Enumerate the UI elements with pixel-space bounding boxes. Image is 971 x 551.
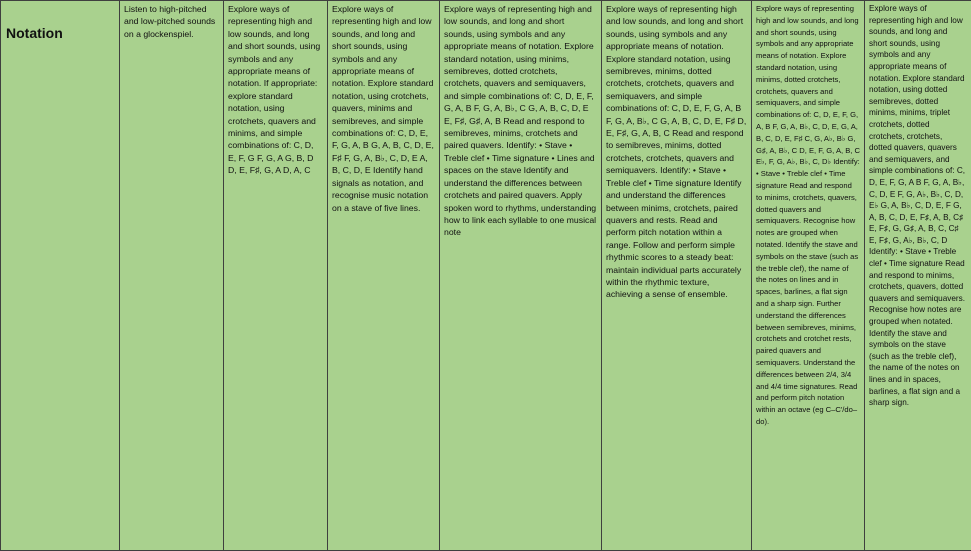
cell-year-5: Explore ways of representing high and low sounds, and long and short sounds, using symbols and any appropriate means of notation. Explore standard notation, using semibreves, minims, dotted crotchets, crotchets, quavers and semiquavers, and simple combinations of: C, D, E, F, G, A, B F, G, A, B♭, C G, A, B, C, D, E, F♯ D, E, F♯, G, A, B, C Read and respond to semibreves, minims, dotted crotchets, crotchets, quavers and semiquavers. Identify: • Stave • Treble clef • Time signature Identify and understand the differences between minims, crotchets, paired quavers and rests. Read and perform pitch notation within a range. Follow and perform simple rhythmic scores to a steady beat: maintain individual parts accurately within the rhythmic texture, achieving a sense of ensemble.: [602, 1, 752, 551]
cell-year-1: Listen to high-pitched and low-pitched sounds on a glockenspiel.: [120, 1, 224, 551]
cell-year-7: Explore ways of representing high and low sounds, and long and short sounds, using symbols and any appropriate means of notation. Explore standard notation, using dotted semibreves, dotted minims, minims, triplet crotchets, dotted crotchets, crotchets, dotted quavers, quavers and semiquavers, and simple combinations of: C, D, E, F, G, A B F, G, A, B♭, C, D, E F, G, A♭, B♭, C, D, E♭ G, A, B♭, C, D, E, F G, A, B, C, D, E, F♯, A, B, C♯ E, F♯, G, G♯, A, B, C, C♯ E, F♯, G, A♭, B♭, C, D Identify: • Stave • Treble clef • Time signature Read and respond to minims, crotchets, quavers, dotted quavers and semiquavers. Recognise how notes are grouped when notated. Identify the stave and symbols on the stave (such as the treble clef), the name of the notes on lines and in spaces, barlines, a flat sign and a sharp sign.: [865, 1, 971, 551]
row-heading: Notation: [1, 1, 120, 551]
cell-year-6: Explore ways of representing high and low sounds, and long and short sounds, using symbols and any appropriate means of notation. Explore standard notation, using minims, dotted crotchets, crotchets, quavers and semiquavers, and simple combinations of: C, D, E, F, G, A, B F, G, A, B♭, C, D, E, G, A, B, C, D, E, F♯ C, G, A♭, B♭ G, G♯, A, B♭, C D, E, F, G, A, B, C E♭, F, G, A♭, B♭, C, D♭ Identify: • Stave • Treble clef • Time signature Read and respond to minims, crotchets, quavers, dotted quavers and semiquavers. Recognise how notes are grouped when notated. Identify the stave and symbols on the stave (such as the treble clef), the name of the notes on lines and in spaces, barlines, a flat sign and a sharp sign. Further understand the differences between semibreves, minims, crotchets and crotchet rests, paired quavers and semiquavers. Understand the differences between 2/4, 3/4 and 4/4 time signatures. Read and perform pitch notation within an octave (eg C–C'/do–do).: [752, 1, 865, 551]
cell-year-2: Explore ways of representing high and low sounds, and long and short sounds, using symbols and any appropriate means of notation. If appropriate: explore standard notation, using crotchets, quavers and minims, and simple combinations of: C, D, E, F, G F, G, A G, B, D D, E, F♯, G, A D, A, C: [224, 1, 328, 551]
cell-year-3: Explore ways of representing high and low sounds, and long and short sounds, using symbols and any appropriate means of notation. Explore standard notation, using crotchets, quavers, minims and semibreves, and simple combinations of: C, D, E, F, G, A, B G, A, B, C, D, E, F♯ F, G, A, B♭, C, D, E A, B, C, D, E Identify hand signals as notation, and recognise music notation on a stave of five lines.: [328, 1, 440, 551]
notation-row: [1, 1, 971, 551]
cell-year-4: Explore ways of representing high and low sounds, and long and short sounds, using symbols and any appropriate means of notation. Explore standard notation, using minims, semibreves, dotted crotchets, crotchets, quavers and semiquavers, and simple combinations of: C, D, E, F, G, A, B F, G, A, B♭, C G, A, B, C, D, E E, F♯, G♯, A, B Read and respond to semibreves, minims, crotchets and paired quavers. Identify: • Stave • Treble clef • Time signature • Lines and spaces on the stave Identify and understand the differences between crotchets and paired quavers. Apply spoken word to rhythms, understanding how to link each syllable to one musical note: [440, 1, 602, 551]
